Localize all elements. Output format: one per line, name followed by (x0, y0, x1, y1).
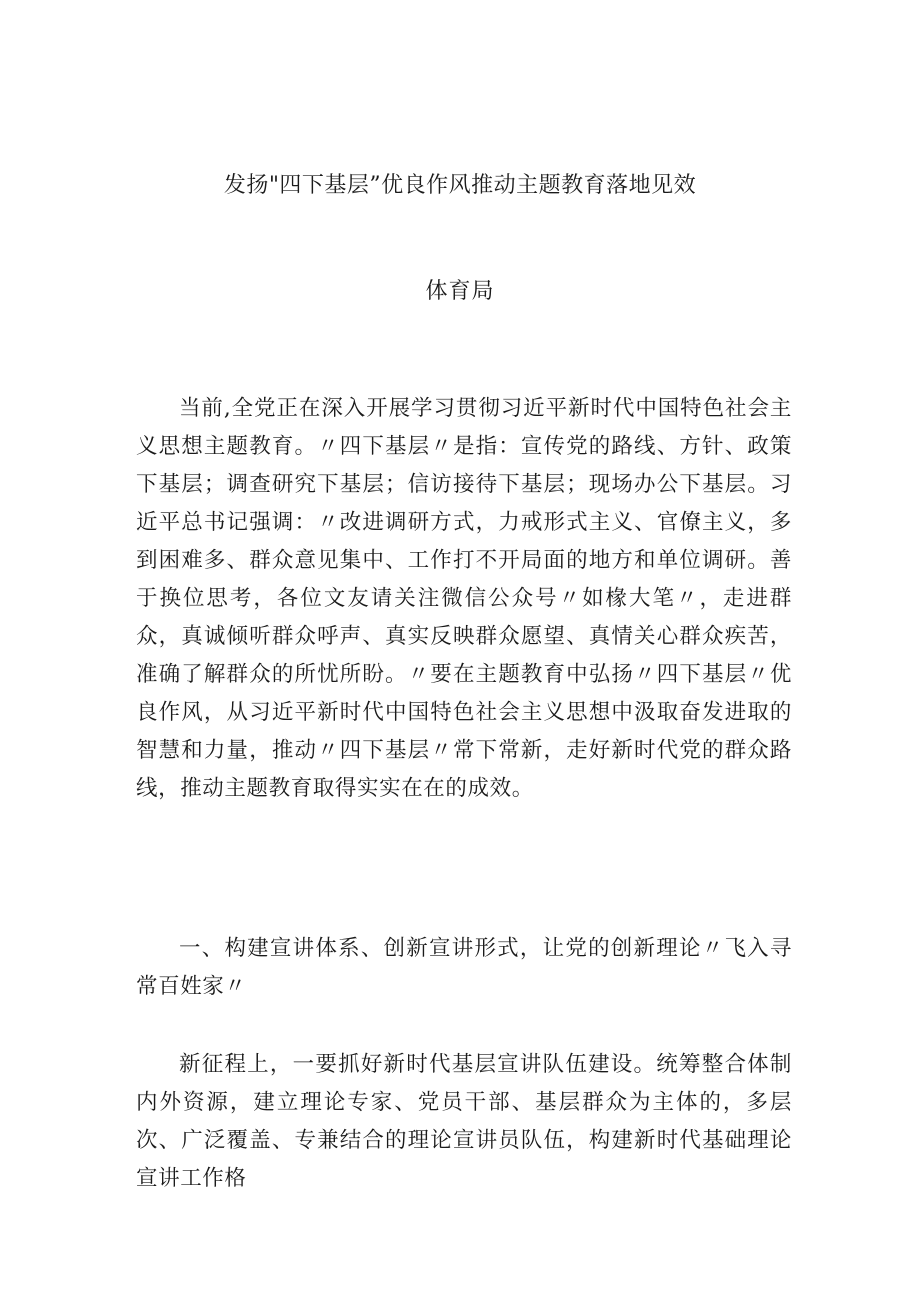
body-paragraph: 新征程上，一要抓好新时代基层宣讲队伍建设。统筹整合体制内外资源，建立理论专家、党员干部、基层群众为主体的，多层次、广泛覆盖、专兼结合的理论宣讲员队伍，构建新时代基础理论宣讲工作格 (136, 1052, 792, 1191)
section-heading: 一、构建宣讲体系、创新宣讲形式，让党的创新理论〃飞入寻常百姓家〃 (136, 936, 792, 999)
body-paragraph: 当前,全党正在深入开展学习贯彻习近平新时代中国特色社会主义思想主题教育。〃四下基层〃是指：宣传党的路线、方针、政策下基层；调查研究下基层；信访接待下基层；现场办公下基层。习近平总书记强调：〃改进调研方式，力戒形式主义、官僚主义，多到困难多、群众意见集中、工作打不开局面的地方和单位调研。善于换位思考，各位文友请关注微信公众号〃如椽大笔〃，走进群众，真诚倾听群众呼声、真实反映群众愿望、真情关心群众疾苦，准确了解群众的所忧所盼。〃要在主题教育中弘扬〃四下基层〃优良作风，从习近平新时代中国特色社会主义思想中汲取奋发进取的智慧和力量，推动〃四下基层〃常下常新，走好新时代党的群众路线，推动主题教育取得实实在在的成效。 (136, 396, 792, 801)
document-title: 发扬"四下基层”优良作风推动主题教育落地见效 (223, 173, 697, 198)
document-organization: 体育局 (425, 279, 495, 304)
